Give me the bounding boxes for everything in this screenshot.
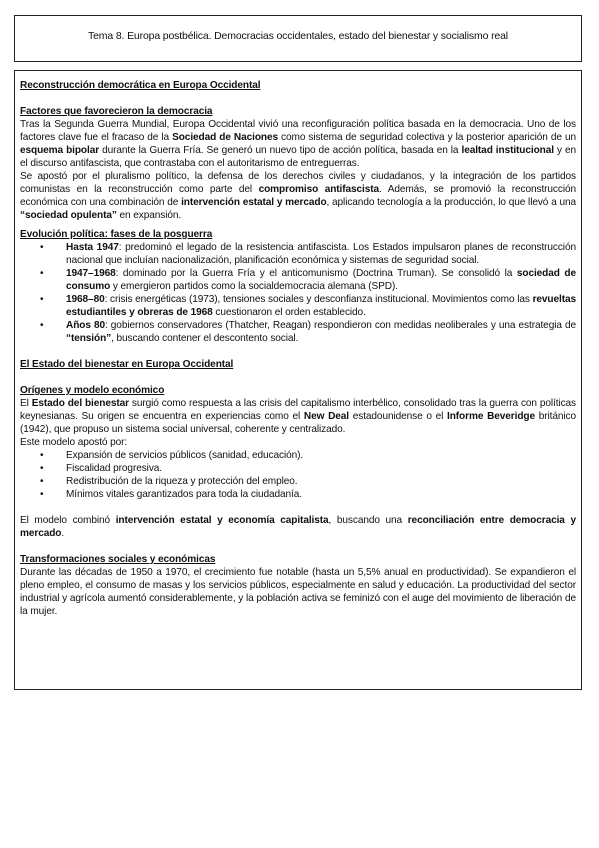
title-box [14,15,582,62]
section-heading-reconstruccion: Reconstrucción democrática en Europa Occidental [20,80,261,91]
subheading-transformaciones: Transformaciones sociales y económicas [20,554,216,565]
list-item: • Fiscalidad progresiva. [66,462,576,475]
list-item: • Redistribución de la riqueza y protección del empleo. [66,475,576,488]
paragraph-origenes-3: El modelo combinó intervención estatal y economía capitalista, buscando una reconciliación entre democracia y mercado. [20,515,576,539]
paragraph-factores-2: Se apostó por el pluralismo político, la defensa de los derechos civiles y ciudadanos, y la integración de los partidos comunistas en la reconstrucción como parte del compromiso antifascista. Además, se promovió la reconstrucción económica con una combinación de intervención estatal y mercado, aplicando tecnología a la producción, lo que llevó a una “sociedad opulenta” en expansión. [20,171,576,221]
paragraph-origenes-2: Este modelo apostó por: [20,437,128,448]
spacer [20,345,576,358]
spacer [20,501,576,514]
content-box [14,70,582,690]
list-item: • Años 80: gobiernos conservadores (Thatcher, Reagan) respondieron con medidas neoliberales y una estrategia de “tensión”, buscando contener el descontento social. [66,319,576,345]
spacer [20,92,576,105]
paragraph-origenes-1: El Estado del bienestar surgió como respuesta a las crisis del capitalismo interbélico, consolidado tras la guerra con políticas keynesianas. Su origen se encuentra en experiencias como el New Deal estadounidense o el Informe Beveridge británico (1942), que propuso un sistema social universal, coherente y centralizado. [20,398,576,435]
section-heading-bienestar: El Estado del bienestar en Europa Occidental [20,359,234,370]
subheading-origenes: Orígenes y modelo económico [20,385,165,396]
modelo-list [20,449,576,501]
list-item: • Expansión de servicios públicos (sanidad, educación). [66,449,576,462]
paragraph-transformaciones: Durante las décadas de 1950 a 1970, el crecimiento fue notable (hasta un 5,5% anual en productividad). Se expandieron el pleno empleo, el consumo de masas y los servicios públicos, especialmente en salud y educación. La productividad del sector industrial y agrícola aumentó considerablemente, y la población activa se feminizó con el auge del movimiento de liberación de la mujer. [20,567,576,617]
subheading-evolucion: Evolución política: fases de la posguerra [20,229,213,240]
subheading-factores: Factores que favorecieron la democracia [20,106,213,117]
list-item: • 1947–1968: dominado por la Guerra Fría y el anticomunismo (Doctrina Truman). Se consolidó la sociedad de consumo y emergieron partidos como la socialdemocracia alemana (SPD). [66,267,576,293]
content-body [20,79,576,618]
evolucion-list [20,241,576,345]
list-item: • Mínimos vitales garantizados para toda la ciudadanía. [66,488,576,501]
paragraph-factores-1: Tras la Segunda Guerra Mundial, Europa Occidental vivió una reconfiguración política basada en la democracia. Uno de los factores clave fue el fracaso de la Sociedad de Naciones como sistema de seguridad colectiva y la posterior aparición de un esquema bipolar durante la Guerra Fría. Se generó un nuevo tipo de acción política, basada en la lealtad institucional y en el discurso antifascista, que contrastaba con el autoritarismo de entreguerras. [20,119,577,169]
spacer [20,540,576,553]
spacer [20,371,576,384]
list-item: • 1968–80: crisis energéticas (1973), tensiones sociales y desconfianza institucional. Movimientos como las revueltas estudiantiles y obreras de 1968 cuestionaron el orden establecido. [66,293,576,319]
list-item: • Hasta 1947: predominó el legado de la resistencia antifascista. Los Estados impulsaron planes de reconstrucción nacional que incluían nacionalización, planificación económica y sistemas de seguridad social. [66,241,576,267]
document-title: Tema 8. Europa postbélica. Democracias occidentales, estado del bienestar y socialismo real [88,30,508,42]
